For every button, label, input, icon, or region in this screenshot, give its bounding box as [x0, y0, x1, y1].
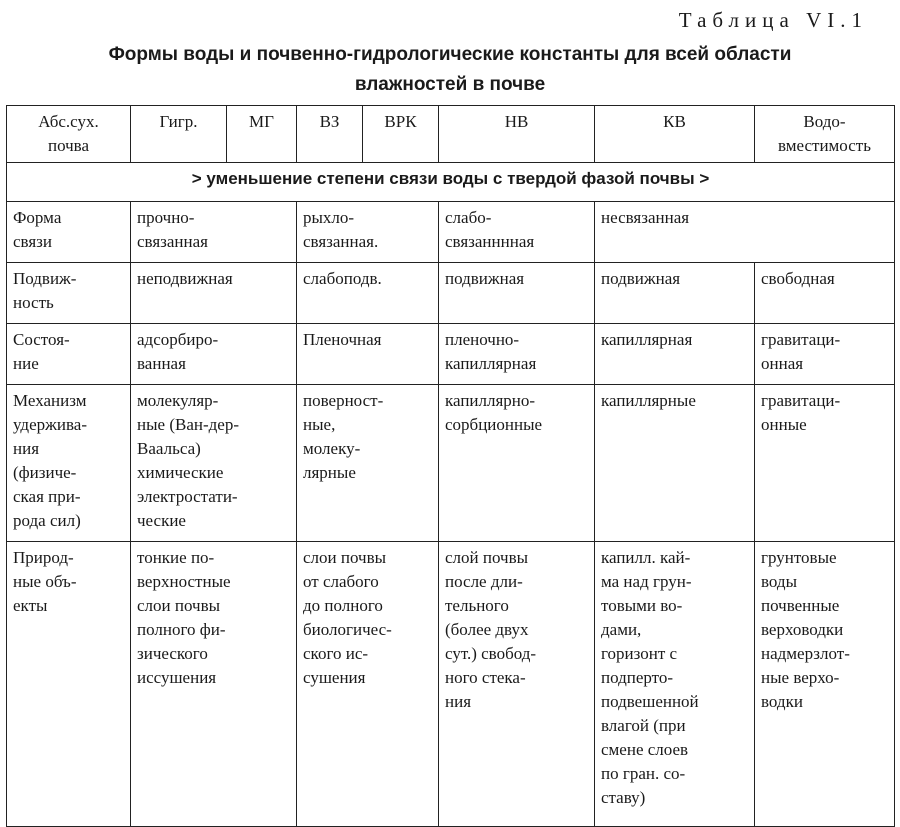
table-cell: прочно- связанная — [131, 202, 297, 263]
table-cell: тонкие по- верхностные слои почвы полного фи- зического иссушения — [131, 542, 297, 827]
header-row — [7, 106, 895, 163]
table-cell: Пленочная — [297, 324, 439, 385]
table-row-state — [7, 324, 895, 385]
table-row-natural-objects — [7, 542, 895, 827]
table-number-label: Таблица VI.1 — [678, 8, 868, 32]
header-kv: КВ — [595, 106, 755, 163]
table-cell: неподвижная — [131, 263, 297, 324]
row-label: Механизм удержива- ния (физиче- ская при- рода сил) — [7, 385, 131, 542]
header-hygr: Гигр. — [131, 106, 227, 163]
table-row-binding-form — [7, 202, 895, 263]
table-cell: слабо- связанннная — [439, 202, 595, 263]
header-mg: МГ — [227, 106, 297, 163]
table-cell: грунтовые воды почвенные верховодки надмерзлот- ные верхо- водки — [755, 542, 895, 827]
header-water-capacity: Водо- вместимость — [755, 106, 895, 163]
table-row-retention-mechanism — [7, 385, 895, 542]
table-title-line-2: влажностей в почве — [354, 74, 546, 95]
table-cell: капиллярно- сорбционные — [439, 385, 595, 542]
row-label: Природ- ные объ- екты — [7, 542, 131, 827]
table-cell: слой почвы после дли- тельного (более двух сут.) свобод- ного стека- ния — [439, 542, 595, 827]
table-title-line-1: Формы воды и почвенно-гидрологические константы для всей области — [108, 44, 792, 65]
header-vrk: ВРК — [363, 106, 439, 163]
table-cell: подвижная — [595, 263, 755, 324]
table-cell: адсорбиро- ванная — [131, 324, 297, 385]
table-cell: гравитаци- онные — [755, 385, 895, 542]
table-cell: свободная — [755, 263, 895, 324]
binding-decrease-band: > уменьшение степени связи воды с твердой фазой почвы > — [7, 163, 895, 202]
header-nv: НВ — [439, 106, 595, 163]
table-cell: рыхло- связанная. — [297, 202, 439, 263]
table-cell: подвижная — [439, 263, 595, 324]
header-vz: ВЗ — [297, 106, 363, 163]
table-cell: молекуляр- ные (Ван-дер- Ваальса) химические электростати- ческие — [131, 385, 297, 542]
header-abs-dry: Абс.сух. почва — [7, 106, 131, 163]
table-cell: слабоподв. — [297, 263, 439, 324]
row-label: Форма связи — [7, 202, 131, 263]
table-row-mobility — [7, 263, 895, 324]
table-cell: слои почвы от слабого до полного биологичес- ского ис- сушения — [297, 542, 439, 827]
table-cell: капилл. кай- ма над грун- товыми во- дами, горизонт с подперто- подвешенной влагой (при смене слоев по гран. со- ставу) — [595, 542, 755, 827]
table-cell: несвязанная — [595, 202, 895, 263]
table-cell: капиллярные — [595, 385, 755, 542]
table-cell: гравитаци- онная — [755, 324, 895, 385]
row-label: Состоя- ние — [7, 324, 131, 385]
soil-water-forms-table — [6, 105, 895, 827]
band-row — [7, 163, 895, 202]
table-cell: капиллярная — [595, 324, 755, 385]
row-label: Подвиж- ность — [7, 263, 131, 324]
table-cell: пленочно- капиллярная — [439, 324, 595, 385]
table-cell: поверност- ные, молеку- лярные — [297, 385, 439, 542]
